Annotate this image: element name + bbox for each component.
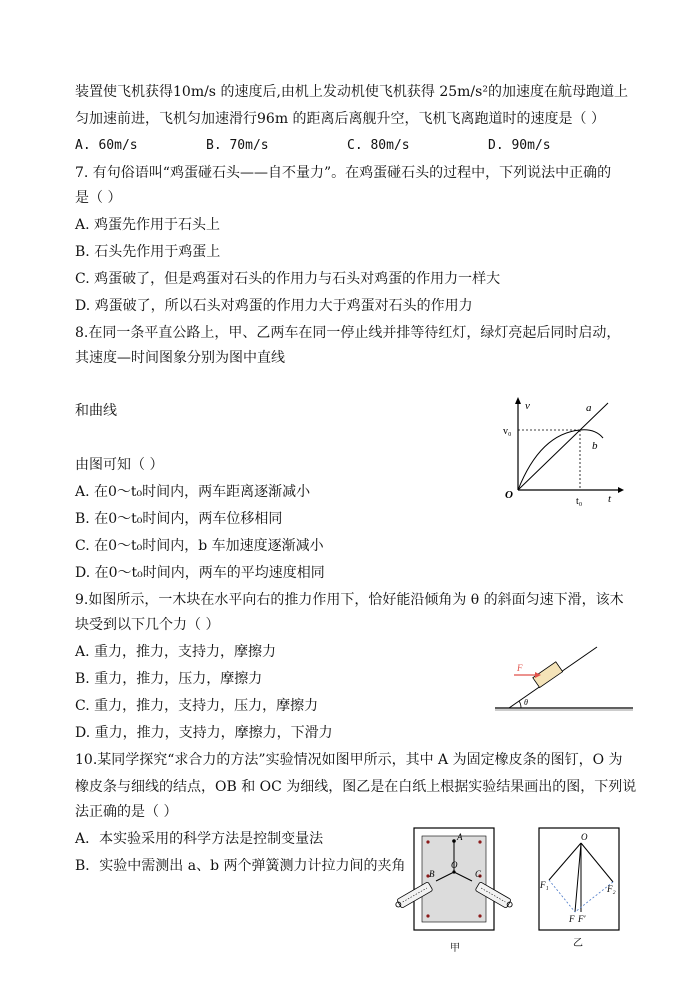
v-axis-arrow <box>515 397 521 404</box>
label-f: F <box>569 914 575 924</box>
thumbtack-bl <box>426 914 429 917</box>
q9-option-c: C. 重力，推力，支持力，压力，摩擦力 <box>75 698 319 714</box>
curve-b-label: b <box>592 440 598 452</box>
q6-option-d: D. 90m/s <box>488 138 551 153</box>
label-o: O <box>581 832 588 842</box>
q8-line-4: 由图可知（ ） <box>75 457 164 473</box>
t-axis-arrow <box>618 487 624 493</box>
q6-line-2: 匀加速前进，飞机匀加速滑行96m 的距离后离舰升空，飞机飞离跑道时的速度是（ ） <box>75 111 605 127</box>
force-label: F <box>517 663 523 673</box>
label-b: B <box>429 869 435 879</box>
q9-line-1: 9.如图所示，一木块在水平向右的推力作用下，恰好能沿倾角为 θ 的斜面匀速下滑，该木 <box>75 592 624 608</box>
q6-option-a: A. 60m/s <box>75 138 138 153</box>
v0-label: v₀ <box>503 426 512 437</box>
vector-f <box>575 843 581 912</box>
q7-option-d: D. 鸡蛋破了，所以石头对鸡蛋的作用力大于鸡蛋对石头的作用力 <box>75 298 473 314</box>
figure-yi <box>535 826 625 950</box>
figure-jia <box>392 826 522 958</box>
q6-option-c: C. 80m/s <box>347 138 410 153</box>
q8-option-a: A. 在0～t₀时间内，两车距离逐渐减小 <box>75 484 311 500</box>
q7-line-1: 7. 有句俗语叫“鸡蛋碰石头——自不量力”。在鸡蛋碰石头的过程中，下列说法中正确的 <box>75 165 612 181</box>
q7-option-b: B. 石头先作用于鸡蛋上 <box>75 244 221 260</box>
label-f1: F₁ <box>540 880 549 890</box>
label-a: A <box>457 832 463 842</box>
line-a-label: a <box>586 402 592 414</box>
q7-option-a: A. 鸡蛋先作用于石头上 <box>75 217 221 233</box>
q9-option-a: A. 重力，推力，支持力，摩擦力 <box>75 644 277 660</box>
origin-label: O <box>505 489 513 501</box>
q8-option-b: B. 在0～t₀时间内，两车位移相同 <box>75 511 283 527</box>
curve-b <box>518 430 603 490</box>
figure-yi-caption: 乙 <box>573 938 583 949</box>
figure-jia-caption: 甲 <box>450 943 460 954</box>
label-o: O <box>451 860 458 870</box>
label-f-prime: F′ <box>578 914 586 924</box>
q7-option-c: C. 鸡蛋破了，但是鸡蛋对石头的作用力与石头对鸡蛋的作用力一样大 <box>75 271 501 287</box>
v-axis-label: v <box>525 400 530 412</box>
q10-line-3: 法正确的是（ ） <box>75 804 178 820</box>
q10-option-a: A．本实验采用的科学方法是控制变量法 <box>75 831 324 847</box>
q8-line-3: 和曲线 <box>75 403 117 419</box>
vector-f2 <box>581 843 613 882</box>
angle-label: θ <box>524 698 528 707</box>
label-f2: F₂ <box>607 884 616 894</box>
q6-option-b: B. 70m/s <box>206 138 269 153</box>
angle-arc <box>519 701 521 708</box>
thumbtack-tl <box>426 840 429 843</box>
q9-option-d: D. 重力，推力，支持力，摩擦力，下滑力 <box>75 725 333 741</box>
q8-line-1: 8.在同一条平直公路上，甲、乙两车在同一停止线并排等待红灯，绿灯亮起后同时启动， <box>75 325 621 341</box>
q10-line-2: 橡皮条与细线的结点，OB 和 OC 为细线，图乙是在白纸上根据实验结果画出的图，下列说 <box>75 779 637 795</box>
q9-line-2: 块受到以下几个力（ ） <box>75 617 220 633</box>
q7-line-2: 是（ ） <box>75 190 122 206</box>
t-axis-label: t <box>608 493 612 505</box>
t0-label: t₀ <box>576 496 583 507</box>
q10-line-1: 10.某同学探究“求合力的方法”实验情况如图甲所示，其中 A 为固定橡皮条的图钉，O 为 <box>75 752 623 768</box>
q10-option-b: B．实验中需测出 a、b 两个弹簧测力计拉力间的夹角 <box>75 858 406 874</box>
q9-option-b: B. 重力，推力，压力，摩擦力 <box>75 671 263 687</box>
q6-line-1: 装置使飞机获得10m/s 的速度后,由机上发动机使飞机获得 25m/s²的加速度在航母跑道上 <box>75 84 628 100</box>
parallelogram-f1 <box>549 880 575 912</box>
thumbtack-tr <box>478 840 481 843</box>
q8-option-c: C. 在0～t₀时间内，b 车加速度逐渐减小 <box>75 538 324 554</box>
incline-figure <box>493 644 635 716</box>
q8-line-2: 其速度—时间图象分别为图中直线 <box>75 350 285 366</box>
q8-option-d: D. 在0～t₀时间内，两车的平均速度相同 <box>75 565 325 581</box>
vector-f1 <box>549 843 581 880</box>
vt-graph <box>500 392 630 512</box>
thumbtack-br <box>478 914 481 917</box>
label-c: C <box>475 869 482 879</box>
